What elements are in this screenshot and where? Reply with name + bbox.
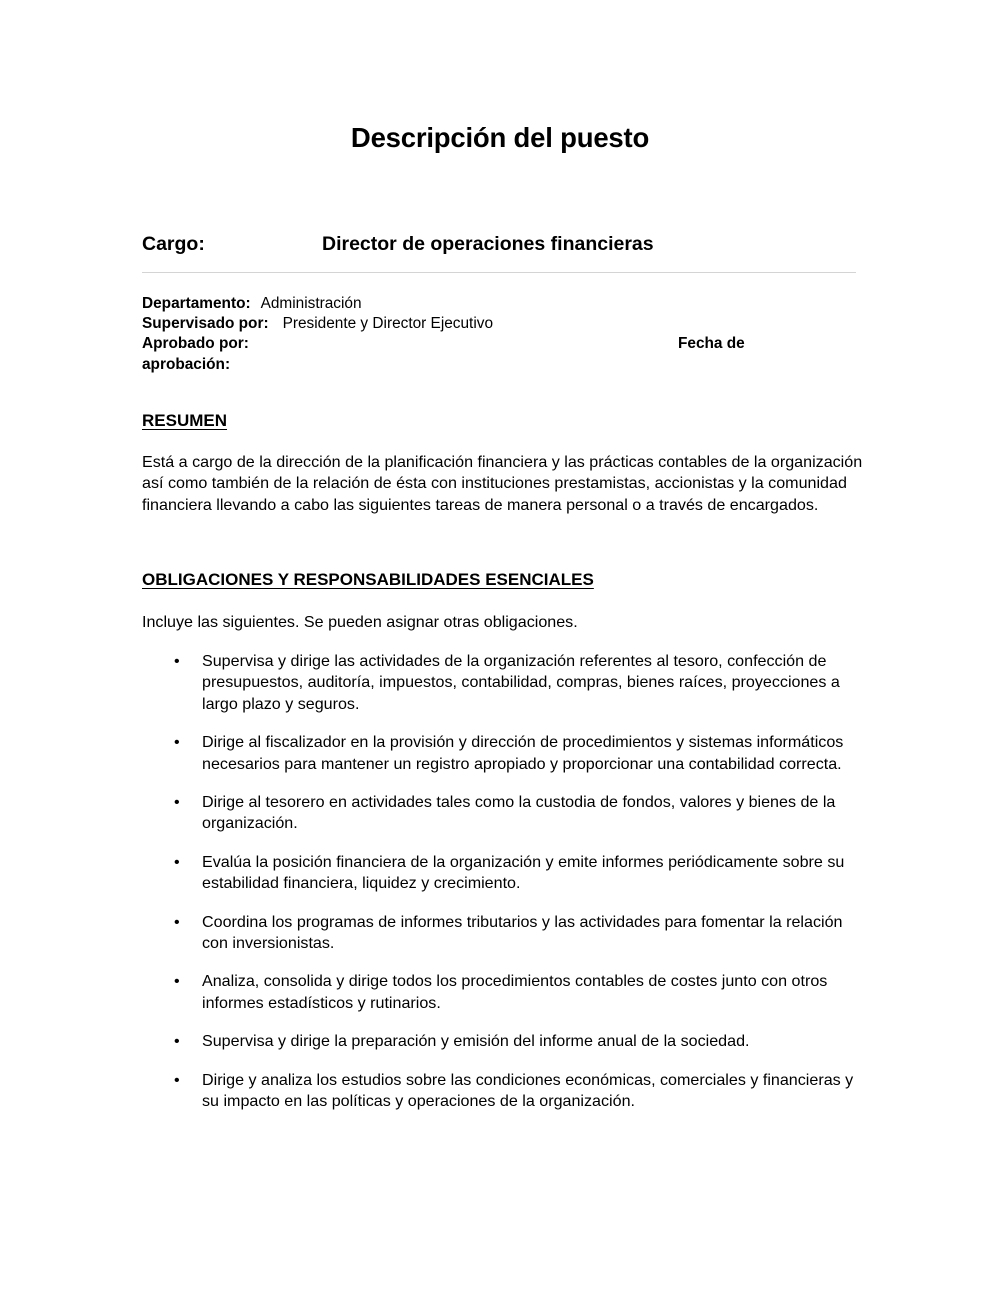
position-label: Cargo: (142, 233, 205, 255)
list-item (142, 732, 872, 775)
list-item-text: Analiza, consolida y dirige todos los procedimientos contables de costes junto con otros informes estadísticos y rutinarios. (202, 972, 828, 1012)
list-item-text: Dirige y analiza los estudios sobre las condiciones económicas, comerciales y financieras y su impacto en las políticas y operaciones de la organización. (202, 1070, 854, 1111)
bullet-icon: • (174, 733, 180, 752)
bullet-icon: • (174, 1032, 180, 1051)
bullet-icon: • (174, 1070, 180, 1089)
approval-label-continuation: aprobación: (142, 355, 231, 373)
list-item (142, 912, 872, 955)
list-item (142, 1031, 872, 1052)
position-row (142, 233, 857, 256)
bullet-icon: • (174, 793, 180, 812)
supervised-by-label: Supervisado por: (142, 315, 269, 333)
bullet-icon: • (174, 852, 180, 871)
approval-date-label: Fecha de (678, 335, 745, 353)
list-item-text: Dirige al tesorero en actividades tales como la custodia de fondos, valores y bienes de la organización. (202, 793, 836, 833)
metadata-row-approval-continuation (142, 355, 862, 375)
supervised-by-value: Presidente y Director Ejecutivo (282, 315, 494, 333)
approved-by-label: Aprobado por: (142, 335, 249, 353)
summary-paragraph: Está a cargo de la dirección de la planificación financiera y las prácticas contables de la organización así como también de la relación de ésta con instituciones prestamistas, accionistas y la comunidad financiera llevando a cabo las siguientes tareas de manera personal o a través de encargados. (142, 453, 863, 514)
bullet-icon: • (174, 972, 180, 991)
department-label: Departamento: (142, 295, 251, 312)
responsibilities-list (142, 651, 872, 1113)
page-title: Descripción del puesto (350, 122, 650, 154)
list-item-text: Supervisa y dirige las actividades de la organización referentes al tesoro, confección de presupuestos, auditoría, impuestos, contabilidad, compras, bienes raíces, proyecciones a largo plazo y seguros. (202, 652, 840, 713)
responsibilities-intro: Incluye las siguientes. Se pueden asignar otras obligaciones. (142, 613, 578, 631)
section-heading-summary: RESUMEN (142, 411, 228, 430)
list-item-text: Supervisa y dirige la preparación y emisión del informe anual de la sociedad. (202, 1032, 750, 1051)
list-item (142, 1070, 872, 1113)
list-item-text: Evalúa la posición financiera de la organización y emite informes periódicamente sobre su estabilidad financiera, liquidez y crecimiento. (202, 852, 845, 893)
bullet-icon: • (174, 652, 180, 670)
list-item (142, 971, 872, 1014)
metadata-row-approved-by (142, 334, 862, 354)
list-item (142, 792, 872, 835)
list-item-text: Coordina los programas de informes tributarios y las actividades para fomentar la relación con inversionistas. (202, 912, 843, 953)
list-item (142, 852, 872, 895)
list-item (142, 651, 872, 715)
bullet-icon: • (174, 912, 180, 931)
list-item-text: Dirige al fiscalizador en la provisión y dirección de procedimientos y sistemas informáticos necesarios para mantener un registro apropiado y proporcionar una contabilidad correcta. (202, 733, 844, 773)
position-value: Director de operaciones financieras (322, 233, 654, 255)
metadata-row-supervised-by (142, 314, 862, 334)
header-divider (142, 272, 856, 273)
section-heading-responsibilities: OBLIGACIONES Y RESPONSABILIDADES ESENCIALES (142, 570, 594, 589)
department-value: Administración (260, 295, 362, 312)
metadata-block (142, 294, 862, 375)
metadata-row-department (142, 294, 862, 314)
